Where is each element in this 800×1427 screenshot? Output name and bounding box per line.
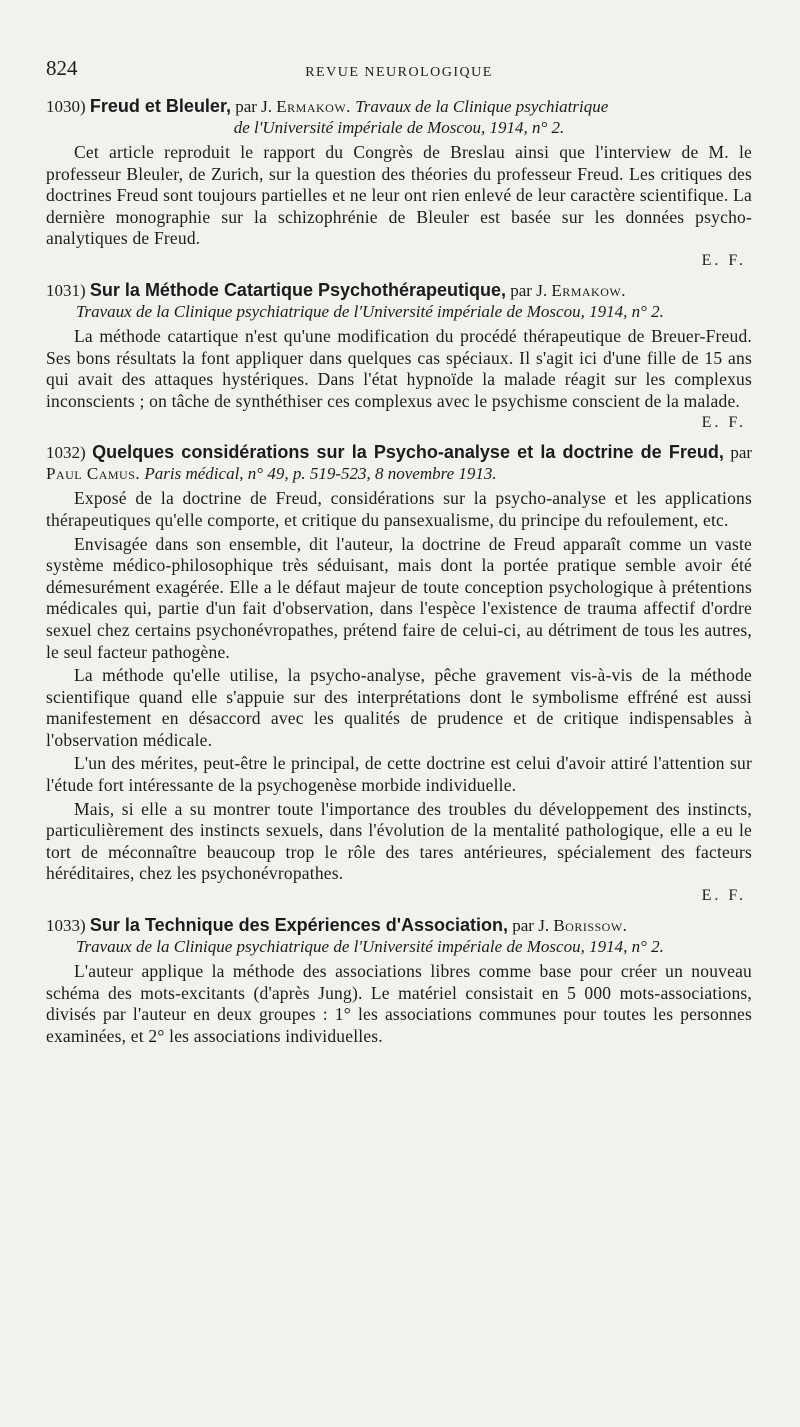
page-number: 824	[46, 56, 78, 80]
entry-signature: E. F.	[701, 414, 746, 432]
entry-paragraph: Exposé de la doctrine de Freud, considérations sur la psycho-analyse et les applications thérapeutiques qu'elle comporte, et critique du pansexualisme, du principe du refoulement, etc.	[46, 488, 752, 530]
page-header	[46, 56, 752, 90]
entry-paragraph: La méthode catartique n'est qu'une modification du procédé thérapeutique de Breuer-Freud. Ses bons résultats la font appliquer dans quelques cas spéciaux. Il s'agit ici d'une fille de 15 ans qui avait des attaques hystériques. Dans l'état hypnoïde la malade réagit sur les complexus inconscients ; on tâche de synthéthiser ces complexus avec le psychisme conscient de la malade.	[46, 325, 752, 411]
entry-title: Freud et Bleuler,	[89, 96, 231, 116]
entry-author: Paul Camus.	[46, 464, 141, 484]
entry-source: Paris médical, n° 49, p. 519-523, 8 novembre 1913.	[144, 464, 497, 484]
abstract-entry-1030	[46, 96, 752, 270]
abstract-entry-1031	[46, 280, 752, 432]
entry-author: Ermakow.	[276, 97, 351, 116]
entry-title: Quelques considérations sur la Psycho-analyse et la doctrine de Freud,	[92, 442, 724, 463]
entry-signature: E. F.	[701, 887, 746, 905]
entry-by: par	[730, 443, 753, 463]
entry-source-continued: de l'Université impériale de Moscou, 1914, n° 2.	[233, 118, 565, 137]
entry-source: Travaux de la Clinique psychiatrique de l'Université impériale de Moscou, 1914, n° 2.	[76, 937, 664, 957]
journal-title: REVUE NEUROLOGIQUE	[305, 65, 493, 80]
entry-number: 1031)	[46, 280, 86, 300]
entry-paragraph: La méthode qu'elle utilise, la psycho-analyse, pêche gravement vis-à-vis de la méthode scientifique quand elle s'appuie sur des interprétations dont le symbolisme effréné est aussi manifestement en désaccord avec les qualités de prudence et de critique indispensables à l'observation médicale.	[46, 665, 752, 750]
entry-source: Travaux de la Clinique psychiatrique de l'Université impériale de Moscou, 1914, n° 2.	[76, 301, 664, 321]
entry-heading	[46, 280, 752, 301]
entry-by: par J.	[235, 97, 273, 116]
entry-by: par J.	[510, 280, 548, 300]
entry-title: Sur la Méthode Catartique Psychothérapeutique,	[89, 279, 506, 300]
entry-number: 1032)	[46, 443, 86, 463]
entry-title: Sur la Technique des Expériences d'Association,	[89, 915, 508, 936]
entry-heading	[46, 915, 752, 936]
entry-number: 1030)	[46, 97, 86, 116]
entry-heading	[46, 96, 752, 117]
entry-source: Travaux de la Clinique psychiatrique	[355, 97, 609, 116]
entry-heading	[46, 442, 752, 484]
entry-by: par J.	[512, 916, 550, 936]
abstract-entry-1032	[46, 442, 752, 905]
entry-paragraph: L'un des mérites, peut-être le principal, de cette doctrine est celui d'avoir attiré l'attention sur l'étude fort intéressante de la psychogenèse morbide individuelle.	[46, 753, 752, 796]
abstract-entry-1033	[46, 915, 752, 1047]
entry-author: Borissow.	[553, 916, 628, 936]
entry-paragraph: L'auteur applique la méthode des associations libres comme base pour créer un nouveau schéma des mots-excitants (d'après Jung). Le matériel consistait en 5 000 mots-associations, divisés par l'auteur en deux groupes : 1° les associations communes pour toutes les personnes examinées, et 2° les associations individuelles.	[46, 961, 752, 1046]
entry-number: 1033)	[46, 916, 86, 936]
entry-paragraph: Cet article reproduit le rapport du Congrès de Breslau ainsi que l'interview de M. le professeur Bleuler, de Zurich, sur la question des théories du professeur Freud. Les critiques des doctrines Freud sont toujours partielles et ne leur ont rien enlevé de leur caractère scientifique. La dernière monographie sur la schizophrénie de Bleuler est basée sur les données psycho-analytiques de Freud.	[46, 142, 752, 249]
entry-author: Ermakow.	[551, 280, 626, 300]
entry-paragraph: Envisagée dans son ensemble, dit l'auteur, la doctrine de Freud apparaît comme un vaste système médico-philosophique très séduisant, mais dont la portée pratique semble avoir été démesurément exagérée. Elle a le défaut majeur de toute conception psychologique à prétentions médicales qui, partie d'un fait d'observation, dans l'espèce l'existence de trauma affectif d'ordre sexuel chez certains psychonévropathes, prétend faire de celui-ci, au détriment de tous les autres, le seul facteur pathogène.	[46, 533, 752, 662]
entry-signature: E. F.	[701, 251, 746, 269]
entry-paragraph: Mais, si elle a su montrer toute l'importance des troubles du développement des instincts, particulièrement des instincts sexuels, dans l'évolution de la mentalité pathologique, elle a eu le tort de méconnaître beaucoup trop le rôle des tares antérieures, spécialement des facteurs héréditaires, chez les psychonévropathes.	[46, 798, 752, 884]
